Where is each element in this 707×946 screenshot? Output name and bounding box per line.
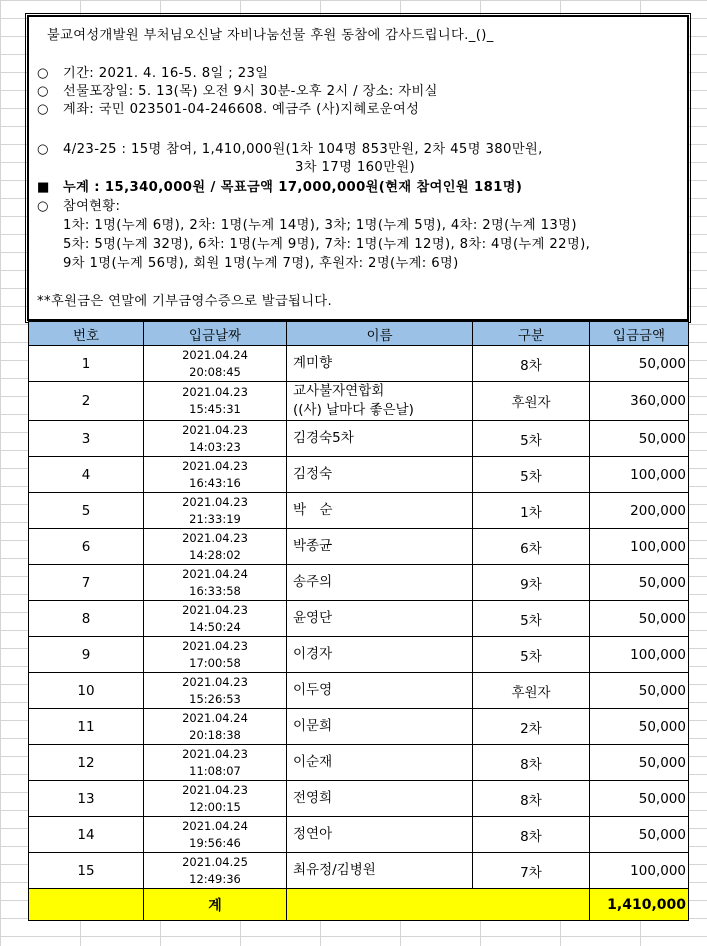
deposit-time: 16:43:16 — [189, 475, 241, 490]
participation-title-line — [37, 198, 120, 216]
cell-category[interactable]: 5차 — [473, 457, 590, 493]
deposit-time: 12:00:15 — [189, 799, 241, 814]
deposit-date: 2021.04.25 — [182, 854, 248, 869]
cell-amount[interactable]: 50,000 — [590, 709, 689, 745]
donor-name: 이순재 — [293, 754, 333, 770]
deposit-date: 2021.04.23 — [182, 494, 248, 509]
donor-name: 이경자 — [293, 646, 333, 662]
deposit-time: 15:45:31 — [189, 402, 241, 416]
circle-bullet-icon: ○ — [37, 66, 49, 81]
table-row — [29, 853, 689, 889]
donor-name: 이두영 — [293, 682, 333, 698]
packing-text: 선물포장일: 5. 13(목) 오전 9시 30분-오후 2시 / 장소: 자비실 — [63, 84, 438, 99]
cell-date[interactable] — [144, 457, 287, 493]
donor-name: 전영희 — [293, 790, 333, 806]
cell-date[interactable] — [144, 529, 287, 565]
cell-category[interactable]: 후원자 — [473, 673, 590, 709]
circle-bullet-icon: ○ — [37, 142, 49, 157]
deposit-time: 12:49:36 — [189, 871, 241, 886]
cell-amount[interactable]: 50,000 — [590, 781, 689, 817]
cell-category[interactable]: 5차 — [473, 421, 590, 457]
period-line — [37, 65, 268, 83]
cell-amount[interactable]: 360,000 — [590, 382, 689, 421]
cell-category[interactable]: 8차 — [473, 781, 590, 817]
cell-amount[interactable]: 100,000 — [590, 853, 689, 889]
packing-line — [37, 83, 438, 101]
donation-table — [28, 321, 689, 921]
deposit-time: 15:26:53 — [189, 691, 241, 706]
donor-name: 송주의 — [293, 574, 333, 590]
table-row — [29, 457, 689, 493]
deposit-date: 2021.04.23 — [182, 458, 248, 473]
cell-date[interactable] — [144, 709, 287, 745]
cell-number[interactable]: 10 — [29, 673, 144, 709]
account-line — [37, 101, 419, 119]
cell-name[interactable] — [287, 637, 473, 673]
notice-box — [27, 15, 689, 321]
deposit-time: 20:08:45 — [189, 364, 241, 379]
deposit-time: 14:28:02 — [189, 547, 241, 562]
deposit-date: 2021.04.23 — [182, 422, 248, 437]
cell-category[interactable]: 8차 — [473, 745, 590, 781]
deposit-date: 2021.04.24 — [182, 818, 248, 833]
cell-name[interactable] — [287, 493, 473, 529]
cumulative-text: 누계 : 15,340,000원 / 목표금액 17,000,000원(현재 참여인원 181명) — [63, 180, 523, 195]
cell-category[interactable]: 7차 — [473, 853, 590, 889]
notice-title: 불교여성개발원 부처님오신날 자비나눔선물 후원 동참에 감사드립니다._()_ — [47, 28, 494, 43]
deposit-date: 2021.04.23 — [182, 602, 248, 617]
cell-category[interactable]: 1차 — [473, 493, 590, 529]
cell-amount[interactable]: 100,000 — [590, 529, 689, 565]
cell-number[interactable]: 8 — [29, 601, 144, 637]
deposit-time: 21:33:19 — [189, 511, 241, 526]
table-row — [29, 817, 689, 853]
donor-name: 박종균 — [293, 538, 333, 554]
cell-category[interactable]: 5차 — [473, 637, 590, 673]
cell-category[interactable]: 8차 — [473, 817, 590, 853]
header-category[interactable]: 구분 — [473, 322, 590, 346]
total-blank-cell[interactable] — [287, 889, 590, 921]
summary-text-1: 4/23-25 : 15명 참여, 1,410,000원(1차 104명 853만원, 2차 45명 380만원, — [63, 142, 543, 157]
donor-name: 교사불자연합회 — [293, 383, 385, 399]
deposit-time: 14:50:24 — [189, 619, 241, 634]
deposit-date: 2021.04.24 — [182, 566, 248, 581]
table-row — [29, 421, 689, 457]
circle-bullet-icon: ○ — [37, 199, 49, 214]
cell-number[interactable]: 13 — [29, 781, 144, 817]
cell-name[interactable] — [287, 565, 473, 601]
donor-name: 김정숙 — [293, 466, 333, 482]
summary-text-2: 3차 17명 160만원) — [295, 160, 416, 175]
table-row — [29, 601, 689, 637]
cell-date[interactable] — [144, 565, 287, 601]
cell-number[interactable]: 3 — [29, 421, 144, 457]
deposit-time: 20:18:38 — [189, 727, 241, 742]
cell-number[interactable]: 6 — [29, 529, 144, 565]
cell-amount[interactable]: 50,000 — [590, 565, 689, 601]
table-row — [29, 529, 689, 565]
header-row — [29, 322, 689, 346]
cell-amount[interactable]: 50,000 — [590, 673, 689, 709]
cell-amount[interactable]: 50,000 — [590, 421, 689, 457]
circle-bullet-icon: ○ — [37, 84, 49, 99]
donor-name: 계미향 — [293, 355, 333, 371]
account-text: 계좌: 국민 023501-04-246608. 예금주 (사)지혜로운여성 — [63, 102, 420, 117]
donor-name: 이문희 — [293, 718, 333, 734]
cell-number[interactable]: 2 — [29, 382, 144, 421]
cell-amount[interactable]: 100,000 — [590, 457, 689, 493]
cell-amount[interactable]: 50,000 — [590, 601, 689, 637]
deposit-date: 2021.04.23 — [182, 782, 248, 797]
cell-name[interactable] — [287, 421, 473, 457]
cell-name[interactable] — [287, 457, 473, 493]
table-row — [29, 745, 689, 781]
cell-category[interactable]: 6차 — [473, 529, 590, 565]
participation-line-1: 1차: 1명(누계 6명), 2차: 1명(누계 14명), 3차; 1명(누계 5명), 4차: 2명(누계 13명) — [63, 218, 577, 233]
cell-amount[interactable]: 50,000 — [590, 745, 689, 781]
table-row — [29, 673, 689, 709]
footnote: **후원금은 연말에 기부금영수증으로 발급됩니다. — [37, 294, 333, 309]
header-date[interactable]: 입금날짜 — [144, 322, 287, 346]
cell-name[interactable] — [287, 382, 473, 421]
period-text: 기간: 2021. 4. 16-5. 8일 ; 23일 — [63, 66, 269, 81]
cell-name[interactable] — [287, 745, 473, 781]
cell-date[interactable] — [144, 637, 287, 673]
table-row — [29, 382, 689, 421]
participation-title: 참여현황: — [63, 199, 121, 214]
cell-date[interactable] — [144, 853, 287, 889]
deposit-date: 2021.04.23 — [182, 530, 248, 545]
circle-bullet-icon: ○ — [37, 102, 49, 117]
deposit-time: 11:08:07 — [189, 763, 241, 778]
cell-date[interactable] — [144, 817, 287, 853]
cell-date[interactable] — [144, 346, 287, 382]
deposit-time: 16:33:58 — [189, 583, 241, 598]
cell-number[interactable]: 11 — [29, 709, 144, 745]
cell-category[interactable]: 9차 — [473, 565, 590, 601]
cell-category[interactable]: 후원자 — [473, 382, 590, 421]
cell-amount[interactable]: 200,000 — [590, 493, 689, 529]
table-row — [29, 346, 689, 382]
cell-name[interactable] — [287, 529, 473, 565]
header-number[interactable]: 번호 — [29, 322, 144, 346]
total-amount[interactable]: 1,410,000 — [590, 889, 689, 921]
cell-number[interactable]: 9 — [29, 637, 144, 673]
cell-category[interactable]: 5차 — [473, 601, 590, 637]
total-blank-cell[interactable] — [29, 889, 144, 921]
donor-name: 정연아 — [293, 826, 333, 842]
deposit-date: 2021.04.24 — [182, 347, 248, 362]
summary-line — [37, 141, 543, 159]
cell-date[interactable] — [144, 601, 287, 637]
cell-category[interactable]: 2차 — [473, 709, 590, 745]
participation-line-3: 9차 1명(누계 56명), 회원 1명(누계 7명), 후원자: 2명(누계: 6명) — [63, 256, 459, 271]
deposit-date: 2021.04.23 — [182, 746, 248, 761]
donor-name: 박 순 — [293, 502, 333, 518]
cell-amount[interactable]: 100,000 — [590, 637, 689, 673]
cell-date[interactable] — [144, 493, 287, 529]
table-row — [29, 781, 689, 817]
cell-number[interactable]: 4 — [29, 457, 144, 493]
deposit-time: 17:00:58 — [189, 655, 241, 670]
cell-name[interactable] — [287, 673, 473, 709]
donor-name: 김경숙5차 — [293, 430, 354, 446]
cell-name[interactable] — [287, 709, 473, 745]
cell-date[interactable] — [144, 781, 287, 817]
cell-amount[interactable]: 50,000 — [590, 817, 689, 853]
cell-amount[interactable]: 50,000 — [590, 346, 689, 382]
table-row — [29, 709, 689, 745]
cumulative-line — [37, 179, 522, 197]
cell-number[interactable]: 12 — [29, 745, 144, 781]
cell-number[interactable]: 7 — [29, 565, 144, 601]
header-amount[interactable]: 입금금액 — [590, 322, 689, 346]
cell-name[interactable] — [287, 853, 473, 889]
table-row — [29, 493, 689, 529]
donor-name-sub: ((사) 날마다 좋은날) — [293, 402, 414, 418]
deposit-date: 2021.04.23 — [182, 638, 248, 653]
deposit-time: 19:56:46 — [189, 835, 241, 850]
deposit-date: 2021.04.24 — [182, 710, 248, 725]
cell-name[interactable] — [287, 346, 473, 382]
cell-date[interactable] — [144, 382, 287, 421]
total-label[interactable]: 계 — [144, 889, 287, 921]
deposit-date: 2021.04.23 — [182, 385, 248, 399]
cell-name[interactable] — [287, 781, 473, 817]
header-name[interactable]: 이름 — [287, 322, 473, 346]
cell-name[interactable] — [287, 601, 473, 637]
cell-number[interactable]: 5 — [29, 493, 144, 529]
donor-name: 최유정/김병원 — [293, 862, 376, 878]
deposit-time: 14:03:23 — [189, 439, 241, 454]
cell-name[interactable] — [287, 817, 473, 853]
cell-category[interactable]: 8차 — [473, 346, 590, 382]
square-bullet-icon: ■ — [37, 180, 50, 195]
cell-date[interactable] — [144, 673, 287, 709]
cell-date[interactable] — [144, 421, 287, 457]
cell-number[interactable]: 1 — [29, 346, 144, 382]
table-row — [29, 565, 689, 601]
cell-number[interactable]: 14 — [29, 817, 144, 853]
deposit-date: 2021.04.23 — [182, 674, 248, 689]
cell-number[interactable]: 15 — [29, 853, 144, 889]
participation-line-2: 5차: 5명(누계 32명), 6차: 1명(누계 9명), 7차: 1명(누계 12명), 8차: 4명(누계 22명), — [63, 237, 591, 252]
donor-name: 윤영단 — [293, 610, 333, 626]
total-row — [29, 889, 689, 921]
cell-date[interactable] — [144, 745, 287, 781]
table-row — [29, 637, 689, 673]
